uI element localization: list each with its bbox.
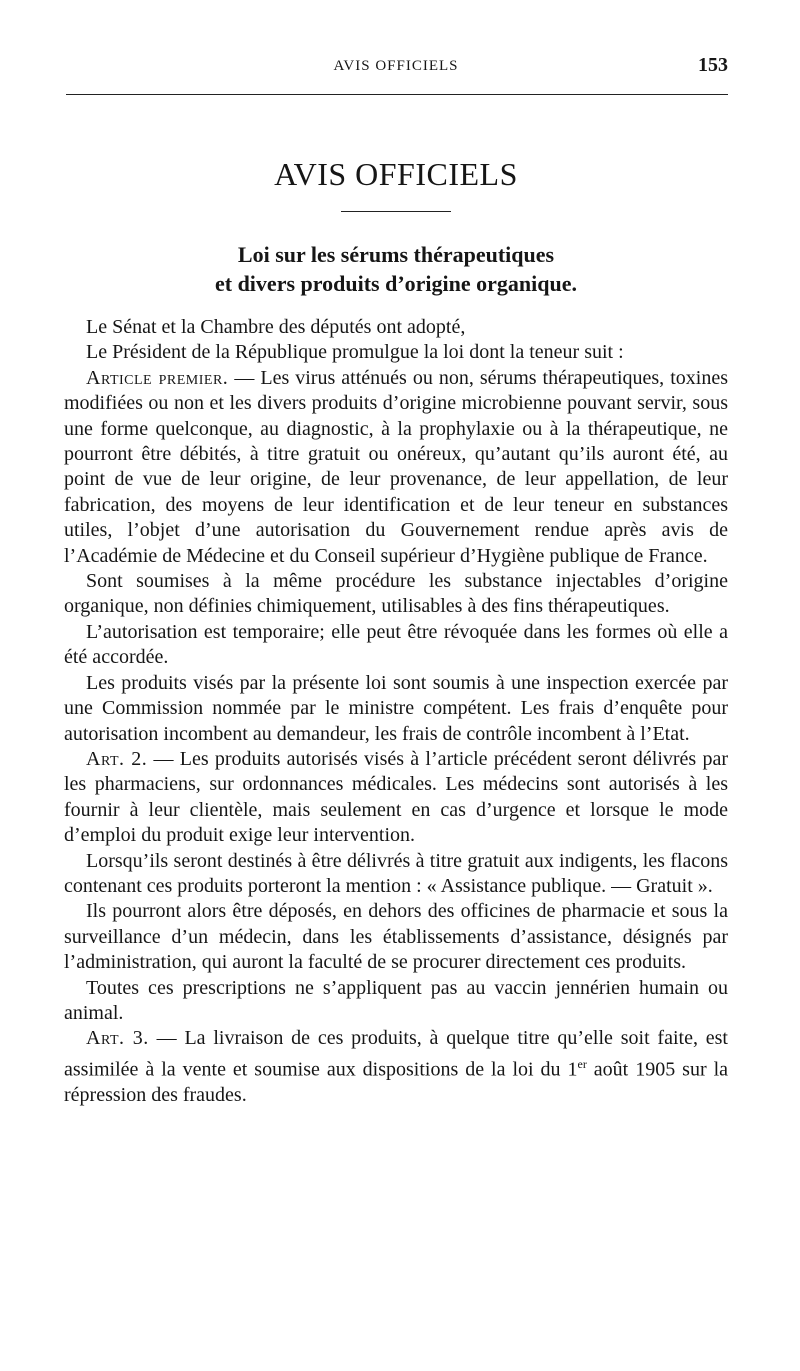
article-3-ordinal-sup: er: [577, 1056, 587, 1071]
article-2-text: — Les produits autorisés visés à l’article précédent seront délivrés par les pharmaciens, sur ordonnances médicales. Les médecins sont autorisés à les fournir à leur clientèle, mais seulement en cas d’urgence et lorsque le mode d’emploi du produit exige leur intervention.: [64, 747, 729, 847]
title-divider: [341, 211, 451, 212]
header-rule: [66, 94, 728, 95]
paragraph-indigents: Lorsqu’ils seront destinés à être délivrés à titre gratuit aux indigents, les flacons contenant ces produits porteront la mention : « Assistance publique. — Gratuit ».: [64, 849, 728, 897]
page-title: AVIS OFFICIELS: [274, 156, 518, 192]
article-1-label: Article premier.: [86, 366, 229, 389]
subtitle-line-1: Loi sur les sérums thérapeutiques: [237, 242, 555, 267]
paragraph-promulgation: Le Président de la République promulgue la loi dont la teneur suit :: [86, 341, 624, 364]
article-1: [64, 366, 728, 569]
article-3-ordinal: 1: [567, 1058, 578, 1081]
article-3-text-b: août 1905 sur la répression des fraudes.: [64, 1058, 728, 1106]
running-head: AVIS OFFICIELS: [333, 58, 459, 74]
article-2: [64, 747, 728, 849]
article-3: [64, 1026, 728, 1108]
paragraph-deposit: Ils pourront alors être déposés, en dehors des officines de pharmacie et sous la surveillance d’un médecin, dans les établissements d’assistance, désignés par l’administration, qui auront la faculté de se procurer directement ces produits.: [64, 900, 728, 974]
article-3-text-a: — La livraison de ces produits, à quelque titre qu’elle soit faite, est assimilée à la vente et soumise aux dispositions de la loi du: [64, 1027, 728, 1081]
law-subtitle: [64, 240, 728, 298]
article-1-text: — Les virus atténués ou non, sérums thérapeutiques, toxines modifiées ou non et les divers produits d’origine microbienne pouvant servir, sous une forme quelconque, au diagnostic, à la prophylaxie ou à la thérapeutique, ne pourront être débités, à titre gratuit ou onéreux, qu’autant qu’ils auront été, au point de vue de leur origine, de leur provenance, de leur appellation, de leur fabrication, des moyens de leur identification et de leur teneur en substances utiles, l’objet d’une autorisation du Gouvernement rendue après avis de l’Académie de Médecine et du Conseil supérieur d’Hygiène publique de France.: [64, 366, 728, 567]
law-body: [64, 315, 728, 1108]
subtitle-line-2: et divers produits d’origine organique.: [214, 271, 577, 296]
paragraph-injectables: Sont soumises à la même procédure les substance injectables d’origine organique, non définies chimiquement, utilisables à des fins thérapeutiques.: [64, 570, 728, 618]
article-3-label: Art. 3.: [86, 1027, 149, 1050]
paragraph-authorization: L’autorisation est temporaire; elle peut être révoquée dans les formes où elle a été accordée.: [64, 620, 728, 669]
article-2-label: Art. 2.: [86, 747, 148, 770]
page-header: [64, 54, 728, 86]
paragraph-adoption: Le Sénat et la Chambre des députés ont adopté,: [86, 316, 466, 338]
paragraph-inspection: Les produits visés par la présente loi sont soumis à une inspection exercée par une Commission nommée par le ministre compétent. Les frais d’enquête pour autorisation incombent au demandeur, les frais de contrôle incombent à l’Etat.: [64, 671, 728, 745]
page-number: 153: [698, 54, 728, 76]
paragraph-vaccine: Toutes ces prescriptions ne s’appliquent pas au vaccin jennérien humain ou animal.: [64, 976, 728, 1024]
